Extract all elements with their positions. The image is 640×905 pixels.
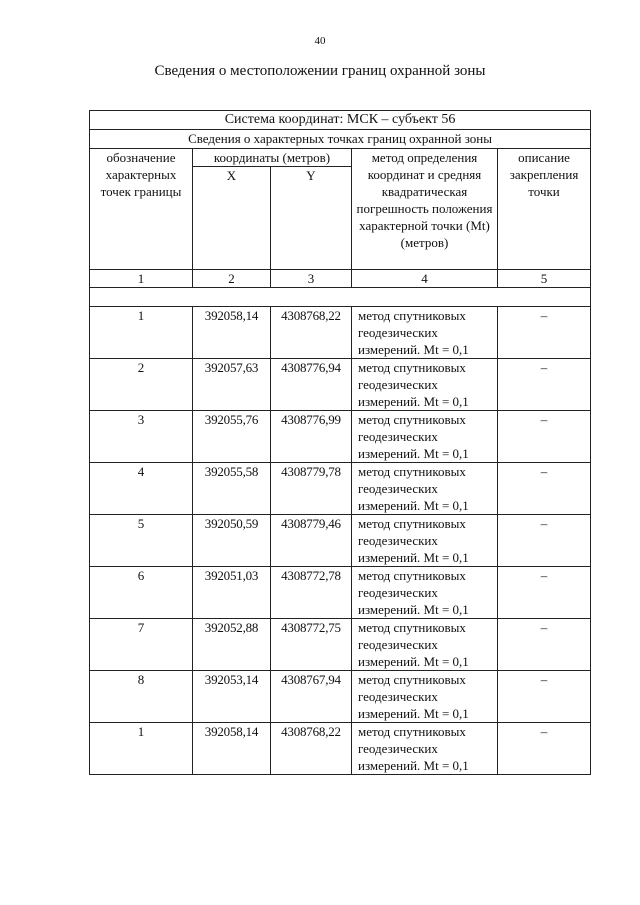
point-cell: 1 [90,723,193,775]
y-coordinate-cell: 4308779,78 [271,463,352,515]
table-row [90,619,591,671]
y-coordinate-cell: 4308772,75 [271,619,352,671]
table-row [90,567,591,619]
table-row [90,411,591,463]
header-row [90,149,591,167]
method-cell: метод спутниковых геодезических измерений. Mt = 0,1 [352,307,498,359]
column-number: 3 [271,270,352,288]
page-title: Сведения о местоположении границ охранной зоны [154,63,486,79]
method-cell: метод спутниковых геодезических измерений. Mt = 0,1 [352,359,498,411]
x-coordinate-cell: 392051,03 [193,567,271,619]
description-cell: – [498,671,591,723]
table-row [90,307,591,359]
x-coordinate-cell: 392055,58 [193,463,271,515]
method-cell: метод спутниковых геодезических измерений. Mt = 0,1 [352,723,498,775]
table-row [90,723,591,775]
column-number: 4 [352,270,498,288]
y-coordinate-cell: 4308779,46 [271,515,352,567]
table-row [90,671,591,723]
x-coordinate-cell: 392052,88 [193,619,271,671]
x-coordinate-cell: 392055,76 [193,411,271,463]
point-cell: 7 [90,619,193,671]
point-cell: 6 [90,567,193,619]
y-coordinate-cell: 4308767,94 [271,671,352,723]
y-coordinate-cell: 4308768,22 [271,723,352,775]
description-cell: – [498,515,591,567]
method-cell: метод спутниковых геодезических измерений. Mt = 0,1 [352,515,498,567]
coordinate-system-row [90,111,591,130]
table-row [90,463,591,515]
description-cell: – [498,619,591,671]
description-cell: – [498,723,591,775]
column-number: 1 [90,270,193,288]
header-method: метод определения координат и средняя квадратическая погрешность положения характерной точки (Mt) (метров) [352,149,498,270]
method-cell: метод спутниковых геодезических измерений. Mt = 0,1 [352,411,498,463]
method-cell: метод спутниковых геодезических измерений. Mt = 0,1 [352,671,498,723]
description-cell: – [498,567,591,619]
point-cell: 4 [90,463,193,515]
column-number: 2 [193,270,271,288]
y-coordinate-cell: 4308768,22 [271,307,352,359]
point-cell: 8 [90,671,193,723]
point-cell: 5 [90,515,193,567]
header-y: Y [271,167,352,270]
header-description: описание закрепления точки [498,149,591,270]
header-x: X [193,167,271,270]
table-row [90,359,591,411]
point-cell: 2 [90,359,193,411]
point-cell: 1 [90,307,193,359]
method-cell: метод спутниковых геодезических измерений. Mt = 0,1 [352,619,498,671]
description-cell: – [498,463,591,515]
page-number: 40 [314,35,326,47]
y-coordinate-cell: 4308772,78 [271,567,352,619]
header-designation: обозначение характерных точек границы [90,149,193,270]
section-title-cell: Сведения о характерных точках границ охранной зоны [90,130,591,149]
y-coordinate-cell: 4308776,99 [271,411,352,463]
coordinate-system-cell: Система координат: МСК – субъект 56 [90,111,591,130]
description-cell: – [498,411,591,463]
x-coordinate-cell: 392053,14 [193,671,271,723]
x-coordinate-cell: 392050,59 [193,515,271,567]
column-number: 5 [498,270,591,288]
method-cell: метод спутниковых геодезических измерений. Mt = 0,1 [352,463,498,515]
x-coordinate-cell: 392058,14 [193,307,271,359]
blank-cell [90,288,591,307]
y-coordinate-cell: 4308776,94 [271,359,352,411]
blank-row [90,288,591,307]
x-coordinate-cell: 392058,14 [193,723,271,775]
description-cell: – [498,307,591,359]
coordinates-table [89,110,591,775]
table-row [90,515,591,567]
description-cell: – [498,359,591,411]
point-cell: 3 [90,411,193,463]
method-cell: метод спутниковых геодезических измерений. Mt = 0,1 [352,567,498,619]
x-coordinate-cell: 392057,63 [193,359,271,411]
column-numbers-row [90,270,591,288]
header-coordinates: координаты (метров) [193,149,352,167]
section-title-row [90,130,591,149]
